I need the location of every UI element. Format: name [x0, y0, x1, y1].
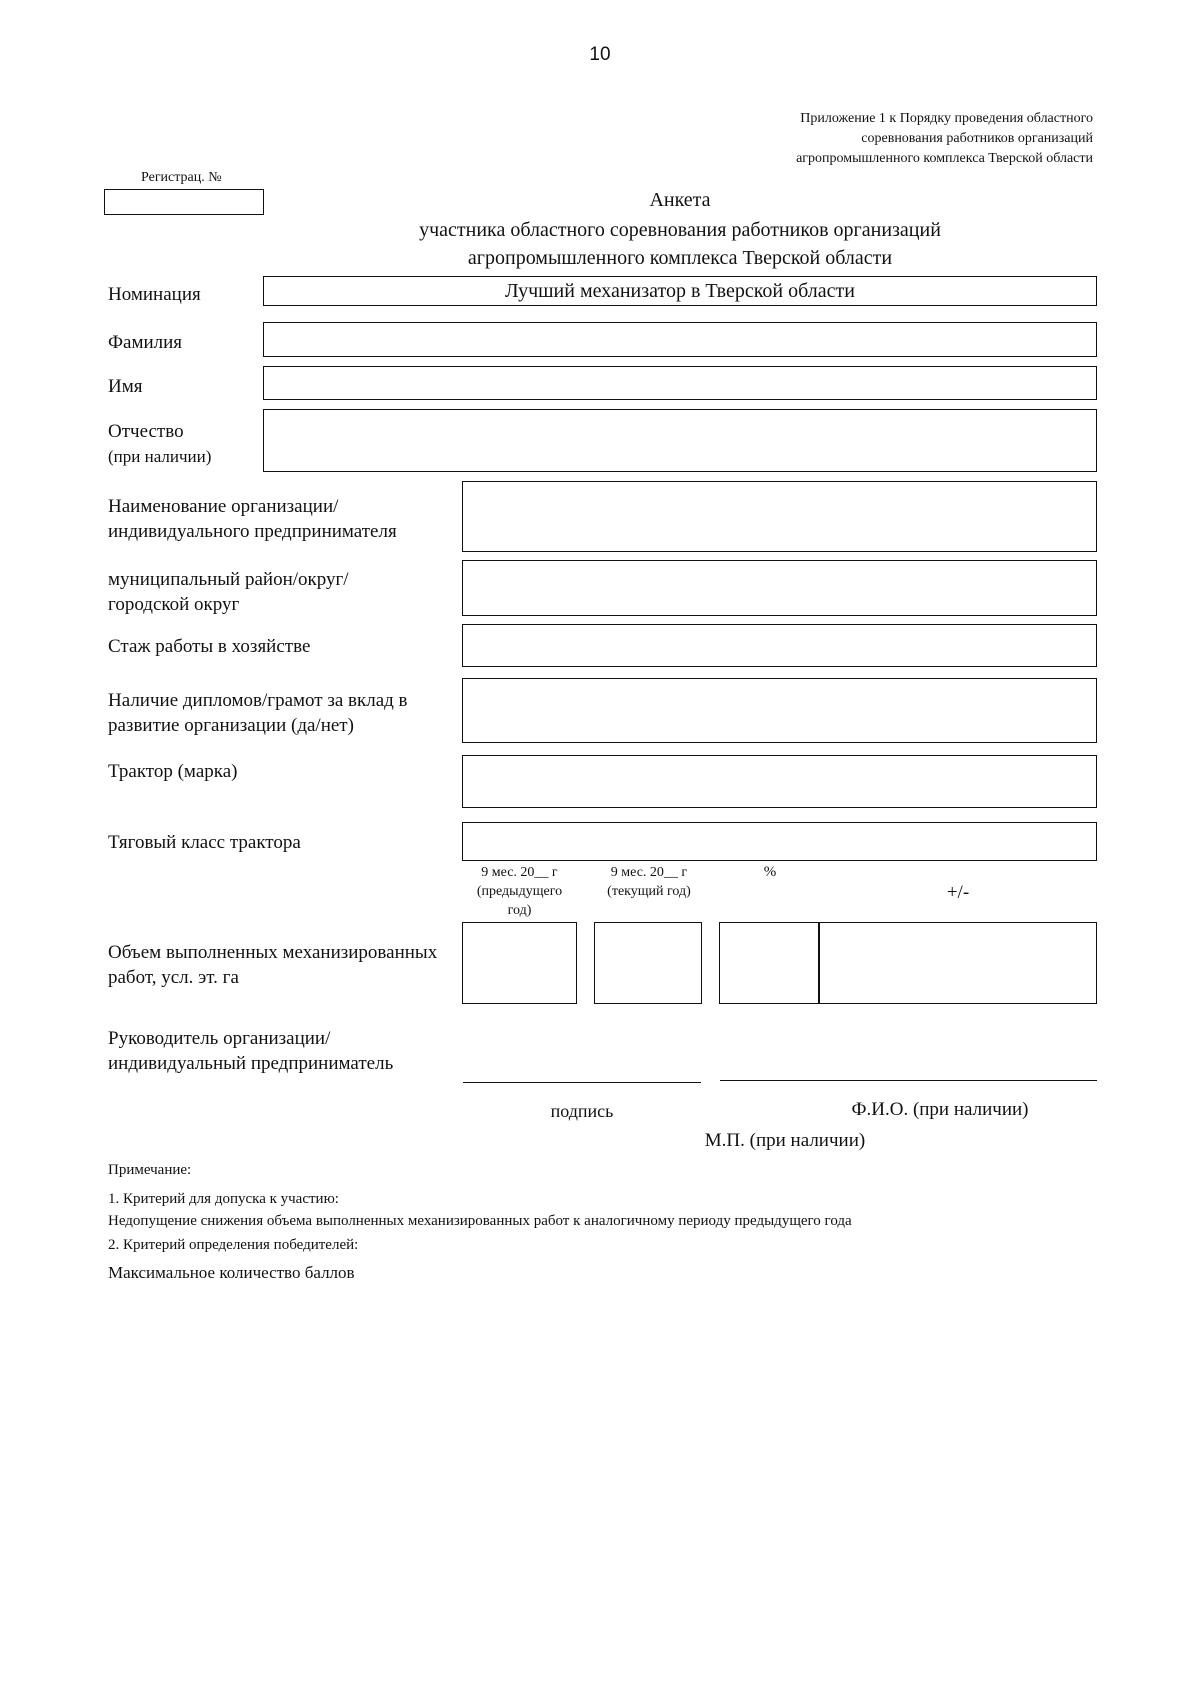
page-number: 10 [589, 44, 611, 65]
col-prev-line-2: (предыдущего [476, 884, 563, 899]
registration-label: Регистрац. № [141, 170, 222, 185]
volume-current-year-cell[interactable] [594, 922, 702, 1004]
col-curr-line-2: (текущий год) [607, 884, 691, 899]
experience-label: Стаж работы в хозяйстве [108, 636, 311, 657]
volume-difference-cell[interactable] [818, 922, 1097, 1004]
volume-label-line-1: Объем выполненных механизированных [108, 942, 438, 963]
stamp-caption: М.П. (при наличии) [704, 1130, 866, 1151]
tractor-field[interactable] [462, 755, 1097, 808]
col-header-difference: +/- [946, 882, 970, 903]
fio-caption: Ф.И.О. (при наличии) [851, 1099, 1029, 1120]
volume-percent-cell[interactable] [719, 922, 820, 1004]
notes-heading: Примечание: [108, 1162, 192, 1178]
col-curr-line-1: 9 мес. 20__ г [610, 865, 688, 880]
surname-label: Фамилия [108, 332, 183, 353]
appendix-line-1: Приложение 1 к Порядку проведения областного [800, 111, 1093, 126]
organization-label-line-1: Наименование организации/ [108, 496, 339, 517]
col-prev-line-1: 9 мес. 20__ г [481, 865, 558, 880]
organization-label [108, 494, 397, 544]
diplomas-label [108, 688, 408, 738]
form-subtitle [220, 216, 1140, 272]
criterion-1-text: Недопущение снижения объема выполненных механизированных работ к аналогичному периоду предыдущего года [108, 1213, 852, 1229]
diplomas-label-line-1: Наличие дипломов/грамот за вклад в [108, 690, 408, 711]
experience-field[interactable] [462, 624, 1097, 667]
form-subtitle-line-2: агропромышленного комплекса Тверской области [467, 247, 893, 269]
volume-label-line-2: работ, усл. эт. га [108, 967, 239, 988]
form-title: Анкета [649, 189, 711, 211]
district-field[interactable] [462, 560, 1097, 616]
criterion-2-title: 2. Критерий определения победителей: [108, 1237, 359, 1253]
head-label-line-2: индивидуальный предприниматель [108, 1053, 394, 1074]
col-header-previous-year [462, 863, 577, 920]
patronymic-label-main: Отчество [108, 421, 184, 442]
fio-line[interactable] [720, 1080, 1097, 1081]
name-field[interactable] [263, 366, 1097, 400]
patronymic-field[interactable] [263, 409, 1097, 472]
nomination-label: Номинация [108, 284, 201, 305]
form-subtitle-line-1: участника областного соревнования работников организаций [419, 219, 941, 241]
col-header-percent: % [763, 864, 777, 880]
signature-caption: подпись [550, 1101, 614, 1121]
district-label [108, 567, 349, 617]
nomination-field[interactable]: Лучший механизатор в Тверской области [263, 276, 1097, 306]
organization-label-line-2: индивидуального предпринимателя [108, 521, 397, 542]
diplomas-field[interactable] [462, 678, 1097, 743]
organization-field[interactable] [462, 481, 1097, 552]
appendix-note [633, 109, 1093, 169]
col-header-current-year [594, 863, 704, 901]
volume-row-label [108, 940, 437, 990]
appendix-line-3: агропромышленного комплекса Тверской области [796, 151, 1093, 166]
appendix-line-2: соревнования работников организаций [861, 131, 1093, 146]
tractor-label: Трактор (марка) [108, 761, 238, 782]
signature-line[interactable] [463, 1082, 701, 1083]
patronymic-label-sub: (при наличии) [108, 447, 212, 466]
surname-field[interactable] [263, 322, 1097, 357]
volume-previous-year-cell[interactable] [462, 922, 577, 1004]
criterion-1-title: 1. Критерий для допуска к участию: [108, 1191, 339, 1207]
criterion-2-text: Максимальное количество баллов [108, 1263, 355, 1282]
district-label-line-2: городской округ [108, 594, 240, 615]
diplomas-label-line-2: развитие организации (да/нет) [108, 715, 354, 736]
traction-class-field[interactable] [462, 822, 1097, 861]
traction-class-label: Тяговый класс трактора [108, 832, 301, 853]
col-prev-line-3: год) [507, 903, 532, 918]
head-label-line-1: Руководитель организации/ [108, 1028, 331, 1049]
patronymic-label [108, 419, 211, 469]
head-of-organization-label [108, 1026, 393, 1076]
name-label: Имя [108, 376, 143, 397]
district-label-line-1: муниципальный район/округ/ [108, 569, 349, 590]
